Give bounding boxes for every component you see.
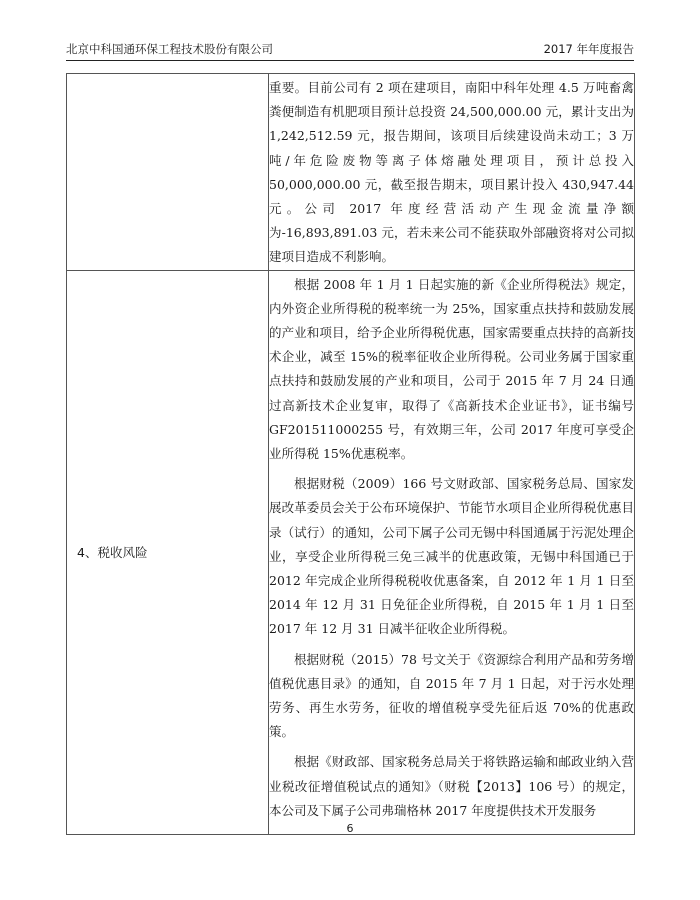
tax-paragraph-1: 根据 2008 年 1 月 1 日起实施的新《企业所得税法》规定，内外资企业所得税的税率统一为 25%，国家重点扶持和鼓励发展的产业和项目，给予企业所得税优惠，国家需要重点扶持的高新技术企业，减至 15%的税率征收企业所得税。公司业务属于国家重点扶持和鼓励发展的产业和项目，公司于 2015 年 7 月 24 日通过高新技术企业复审，取得了《高新技术企业证书》，证书编号 GF201511000255 号，有效期三年，公司 2017 年度可享受企业所得税 15%优惠税率。 [269, 276, 634, 462]
risk-label-tax: 4、税收风险 [67, 270, 269, 834]
tax-paragraph-3: 根据财税（2015）78 号文关于《资源综合利用产品和劳务增值税优惠目录》的通知，自 2015 年 7 月 1 日起，对于污水处理劳务、再生水劳务，征收的增值税享受先征后返 70%的优惠政策。 [269, 651, 634, 740]
tax-paragraph-4: 根据《财政部、国家税务总局关于将铁路运输和邮政业纳入营业税改征增值税试点的通知》（财税【2013】106 号）的规定，本公司及下属子公司弗瑞格林 2017 年度提供技术开发服务 [269, 754, 634, 818]
risk-content-cell [269, 74, 635, 271]
risk-table [66, 73, 635, 835]
risk-label-cell [67, 74, 269, 271]
header-report-title: 2017 年年度报告 [543, 42, 634, 56]
table-row [67, 270, 635, 834]
page-number: 6 [346, 822, 354, 835]
table-row [67, 74, 635, 271]
page-header [66, 41, 634, 59]
tax-paragraph-2: 根据财税（2009）166 号文财政部、国家税务总局、国家发展改革委员会关于公布环境保护、节能节水项目企业所得税优惠目录（试行）的通知，公司下属子公司无锡中科国通属于污泥处理企业，享受企业所得税三免三减半的优惠政策，无锡中科国通已于 2012 年完成企业所得税税收优惠备案，自 2012 年 1 月 1 日至 2014 年 12 月 31 日免征企业所得税，自 2015 年 1 月 1 日至 2017 年 12 月 31 日减半征收企业所得税。 [269, 476, 634, 637]
risk-content-cell [269, 270, 635, 834]
header-divider [66, 60, 634, 61]
risk-paragraph: 重要。目前公司有 2 项在建项目，南阳中科年处理 4.5 万吨畜禽粪便制造有机肥项目预计总投资 24,500,000.00 元，累计支出为 1,242,512.59 元，报告期间，该项目后续建设尚未动工；3 万吨/年危险废物等离子体熔融处理项目，预计总投入 50,000,000.00 元，截至报告期末，项目累计投入 430,947.44 元。公司 2017 年度经营活动产生现金流量净额为-16,893,891.03 元，若未来公司不能获取外部融资将对公司拟建项目造成不利影响。 [269, 80, 634, 265]
header-company-name: 北京中科国通环保工程技术股份有限公司 [66, 42, 273, 56]
